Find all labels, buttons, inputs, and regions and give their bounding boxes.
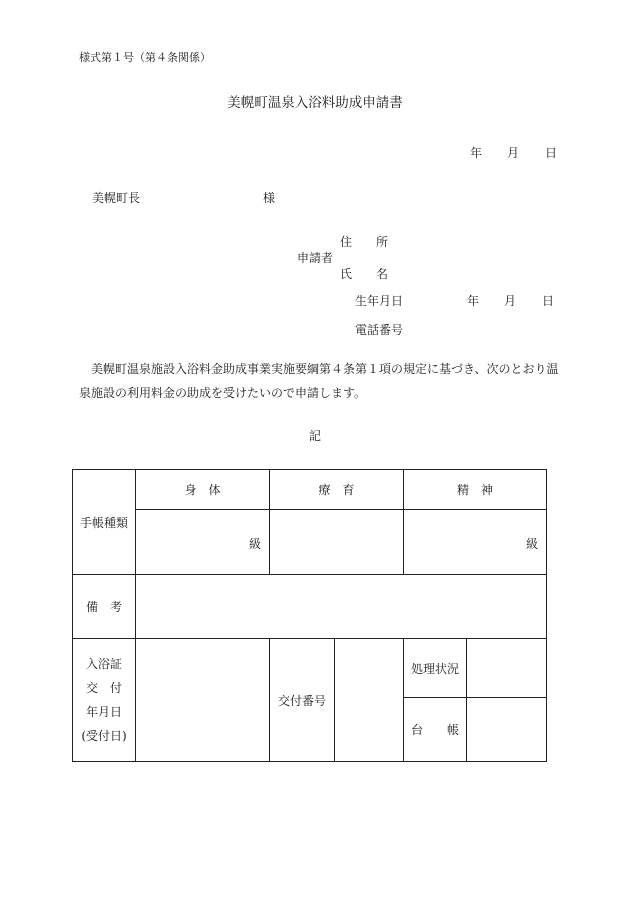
- name-label: 氏 名: [340, 267, 389, 281]
- bath-cert-label: [73, 639, 136, 762]
- bath-cert-line-2: 交 付: [85, 681, 122, 695]
- application-table: [72, 469, 547, 762]
- col-mental: 精 神: [404, 470, 547, 510]
- tel-label: 電話番号: [355, 323, 404, 337]
- applicant-label: 申請者: [297, 251, 334, 265]
- form-number: 様式第１号（第４条関係）: [79, 51, 211, 64]
- ledger-label: 台 帳: [404, 698, 467, 762]
- physical-grade-label: 級: [248, 537, 261, 551]
- addressee-mayor: 美幌町長: [92, 191, 141, 205]
- handbook-type-label: 手帳種類: [73, 470, 136, 575]
- mental-grade-label: 級: [526, 537, 539, 551]
- dob-year-label: 年: [467, 294, 480, 308]
- bath-cert-line-3: 年月日: [85, 705, 122, 719]
- date-day-label: 日: [545, 146, 558, 160]
- ledger-cell[interactable]: [467, 698, 547, 762]
- issue-number-label: 交付番号: [270, 639, 335, 762]
- bath-cert-line-4: (受付日): [81, 729, 127, 743]
- bath-cert-line-1: 入浴証: [85, 657, 122, 671]
- physical-grade-cell[interactable]: [136, 510, 270, 575]
- mental-grade-cell[interactable]: [404, 510, 547, 575]
- bath-cert-date-cell[interactable]: [136, 639, 270, 762]
- date-month-label: 月: [507, 146, 520, 160]
- col-rehab: 療 育: [270, 470, 404, 510]
- col-physical: 身 体: [136, 470, 270, 510]
- page-title: 美幌町温泉入浴料助成申請書: [227, 95, 403, 111]
- issue-number-cell[interactable]: [335, 639, 404, 762]
- dob-label: 生年月日: [355, 294, 404, 308]
- address-label: 住 所: [340, 235, 389, 249]
- processing-status-cell[interactable]: [467, 639, 547, 698]
- rehab-grade-cell[interactable]: [270, 510, 404, 575]
- date-year-label: 年: [470, 146, 483, 160]
- dob-month-label: 月: [504, 294, 517, 308]
- application-statement: 美幌町温泉施設入浴料金助成事業実施要綱第４条第１項の規定に基づき、次のとおり温泉施設の利用料金の助成を受けたいので申請します。: [79, 362, 559, 400]
- addressee-honorific: 様: [263, 191, 276, 205]
- dob-date: [467, 295, 557, 309]
- remarks-label: 備 考: [73, 575, 136, 639]
- application-date: [470, 147, 560, 161]
- remarks-cell[interactable]: [136, 575, 547, 639]
- processing-status-label: 処理状況: [404, 639, 467, 698]
- dob-day-label: 日: [542, 294, 555, 308]
- ki-heading: 記: [308, 429, 321, 443]
